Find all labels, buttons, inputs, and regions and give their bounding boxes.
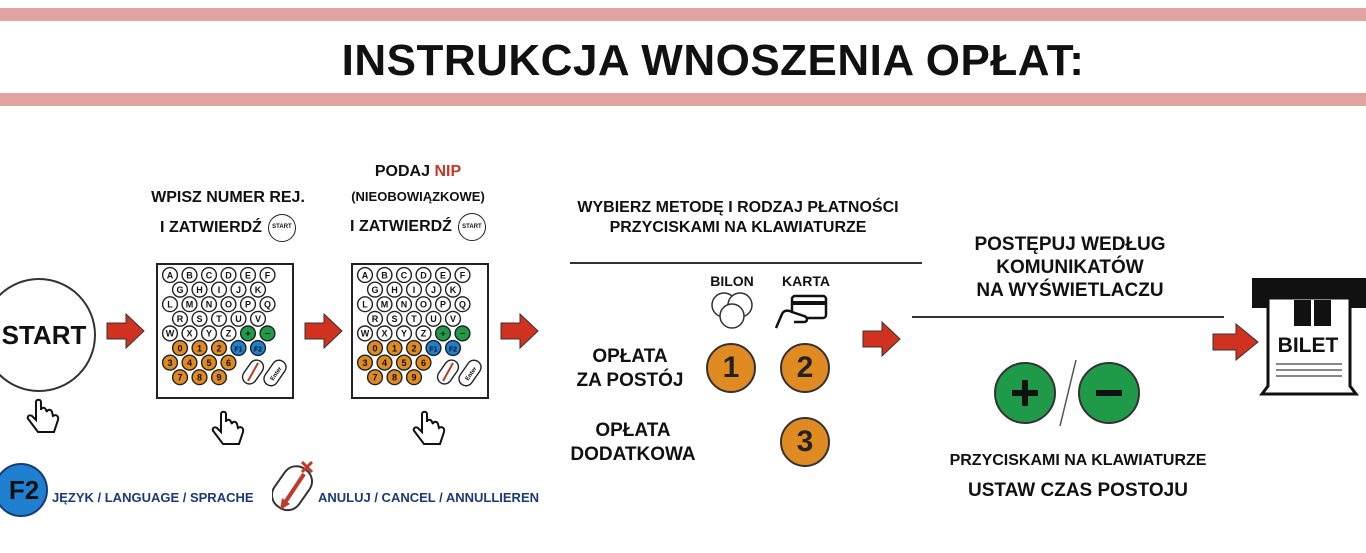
keypad-key-label: W <box>360 328 370 339</box>
keypad-key-label: 8 <box>196 372 203 383</box>
payment-heading-line2: PRZYCISKAMI NA KLAWIATURZE <box>609 219 867 236</box>
time-instruction <box>920 451 1236 503</box>
payment-heading-line1: WYBIERZ METODĘ I RODZAJ PŁATNOŚCI <box>577 199 899 216</box>
keypad-keys <box>158 265 292 397</box>
keypad-key-label: 7 <box>177 372 183 383</box>
keypad-key-label: + <box>440 328 446 339</box>
keypad-key-label: S <box>391 314 398 325</box>
keypad-key-label: Q <box>263 299 272 310</box>
keypad-key-label: A <box>361 270 369 281</box>
keypad-key-label: 5 <box>206 357 212 368</box>
keypad-key-label: K <box>254 284 262 295</box>
keypad-key-label: 2 <box>411 343 417 354</box>
keypad-key-label: Z <box>225 328 232 339</box>
display-instruction <box>920 233 1220 303</box>
keypad-key-label: H <box>391 284 398 295</box>
keypad-key-label: E <box>439 270 447 281</box>
language-text: JĘZYK / LANGUAGE / SPRACHE <box>52 490 254 505</box>
f2-key-icon <box>0 463 48 517</box>
minus-key-icon <box>1078 362 1140 424</box>
slash-divider <box>1058 358 1078 428</box>
step3-line3: I ZATWIERDŹ <box>350 218 452 236</box>
keypad-key-label: X <box>381 328 388 339</box>
keypad-key-label: R <box>176 314 184 325</box>
keypad-key-label: D <box>420 270 427 281</box>
hand-pointer-icon <box>408 410 450 452</box>
step2-line1: WPISZ NUMER REJ. <box>151 189 305 206</box>
nip-highlight: NIP <box>434 163 462 180</box>
display-line1: POSTĘPUJ WEDŁUG <box>974 234 1166 255</box>
keypad-key-label: I <box>217 284 221 295</box>
keypad-key-label: I <box>412 284 416 295</box>
step3-line1-prefix: PODAJ <box>374 163 435 180</box>
keypad-key-label: 7 <box>372 372 378 383</box>
fee-parking-label <box>560 345 700 393</box>
keypad-key-label: + <box>245 328 251 339</box>
keypad-key-label: F <box>264 270 271 281</box>
keypad-key-label: F1 <box>429 346 438 354</box>
payment-heading <box>538 198 938 238</box>
plus-key-icon <box>994 362 1056 424</box>
keypad-key-label: V <box>449 314 457 325</box>
keypad-key-label: W <box>165 328 175 339</box>
keypad-key-label: − <box>459 328 466 339</box>
fee-extra-line1: OPŁATA <box>595 420 671 441</box>
keypad-key-label: 1 <box>391 343 398 354</box>
keypad-key-label: M <box>380 299 389 310</box>
hand-pointer-icon <box>22 398 64 440</box>
page-title: INSTRUKCJA WNOSZENIA OPŁAT: <box>341 36 1085 85</box>
keypad-key-label: G <box>176 284 184 295</box>
keypad-key-label: H <box>196 284 203 295</box>
keypad-key-label: T <box>411 314 417 325</box>
keypad-key-label: 2 <box>216 343 222 354</box>
step3-line2: (NIEOBOWIĄZKOWE) <box>351 189 485 204</box>
keypad-illustration <box>156 263 294 399</box>
keypad-key-label: 4 <box>186 357 193 368</box>
keypad-key-label: D <box>225 270 232 281</box>
coins-icon <box>708 290 758 330</box>
keypad-illustration <box>351 263 489 399</box>
keypad-key-label: L <box>167 299 173 310</box>
hand-pointer-icon <box>207 410 249 452</box>
keypad-key-label: C <box>205 270 213 281</box>
keypad-key-label: 9 <box>411 372 417 383</box>
keypad-key-label: K <box>449 284 457 295</box>
keypad-keys <box>353 265 487 397</box>
key-3-button: 3 <box>780 417 830 467</box>
arrow-right-icon <box>106 313 146 349</box>
keypad-key-label: O <box>224 299 233 310</box>
f2-label: F2 <box>8 474 40 505</box>
keypad-key-label: U <box>235 314 242 325</box>
keypad-key-label: U <box>430 314 437 325</box>
keypad-key-label: S <box>196 314 203 325</box>
keypad-key-label: F2 <box>448 346 458 354</box>
keypad-key-label: B <box>186 270 193 281</box>
time-line2: USTAW CZAS POSTOJU <box>968 480 1188 501</box>
fee-extra-line2: DODATKOWA <box>570 443 696 465</box>
keypad-key-label: Y <box>205 328 213 339</box>
keypad-key-label: O <box>419 299 428 310</box>
divider <box>570 262 922 264</box>
keypad-key-label: C <box>400 270 408 281</box>
keypad-enter-label: Enter <box>464 366 479 383</box>
card-label: KARTA <box>782 273 830 289</box>
keypad-key-label: 4 <box>381 357 388 368</box>
fee-extra-label <box>558 419 708 467</box>
coin-label: BILON <box>710 273 754 289</box>
start-button-illustration <box>0 278 96 392</box>
step3-line1 <box>318 162 518 182</box>
keypad-key-label: F1 <box>234 346 243 354</box>
keypad-key-label: 3 <box>167 357 173 368</box>
keypad-key-label: 8 <box>391 372 398 383</box>
arrow-right-icon <box>304 313 344 349</box>
divider <box>912 316 1224 318</box>
arrow-right-icon <box>500 313 540 349</box>
keypad-key-label: P <box>439 299 447 310</box>
cancel-text: ANULUJ / CANCEL / ANNULLIEREN <box>318 490 540 505</box>
keypad-key-label: N <box>205 299 213 310</box>
fee-parking-line2: ZA POSTÓJ <box>576 369 684 391</box>
keypad-key-label: Q <box>458 299 467 310</box>
keypad-key-label: − <box>264 328 271 339</box>
keypad-key-label: P <box>244 299 252 310</box>
keypad-key-label: Z <box>420 328 427 339</box>
key-1-button: 1 <box>706 343 756 393</box>
cancel-key-icon <box>272 458 322 516</box>
keypad-key-label: B <box>381 270 388 281</box>
keypad-key-label: A <box>166 270 174 281</box>
start-badge-icon: START <box>268 214 296 242</box>
keypad-key-label: Y <box>400 328 408 339</box>
keypad-key-label: E <box>244 270 252 281</box>
keypad-key-label: 1 <box>196 343 203 354</box>
keypad-key-label: M <box>185 299 194 310</box>
keypad-key-label: J <box>430 284 437 295</box>
step2-line2: I ZATWIERDŹ <box>160 219 262 236</box>
keypad-key-label: 9 <box>216 372 222 383</box>
keypad-key-label: 3 <box>362 357 368 368</box>
keypad-key-label: L <box>362 299 368 310</box>
keypad-key-label: V <box>254 314 262 325</box>
time-line1: PRZYCISKAMI NA KLAWIATURZE <box>949 452 1207 469</box>
key-2-button: 2 <box>780 343 830 393</box>
keypad-enter-label: Enter <box>269 366 284 383</box>
start-label: START <box>1 319 87 350</box>
display-line2: KOMUNIKATÓW <box>996 257 1144 279</box>
keypad-key-label: G <box>371 284 379 295</box>
keypad-key-label: 0 <box>372 343 378 354</box>
keypad-key-label: N <box>400 299 408 310</box>
keypad-key-label: T <box>216 314 222 325</box>
keypad-key-label: 5 <box>401 357 407 368</box>
keypad-key-label: 6 <box>420 357 427 368</box>
fee-parking-line1: OPŁATA <box>592 346 668 367</box>
start-badge-icon: START <box>458 213 486 241</box>
top-band <box>0 8 1366 21</box>
keypad-key-label: 6 <box>225 357 232 368</box>
keypad-key-label: R <box>371 314 379 325</box>
ticket-label: BILET <box>1277 334 1339 357</box>
keypad-key-label: J <box>235 284 242 295</box>
card-payment-icon <box>774 292 830 332</box>
keypad-key-label: F <box>459 270 466 281</box>
keypad-key-label: F2 <box>253 346 263 354</box>
arrow-right-icon <box>862 321 902 357</box>
display-line3: NA WYŚWIETLACZU <box>976 280 1164 302</box>
step2-label <box>128 188 328 242</box>
bottom-band <box>0 93 1366 106</box>
keypad-key-label: 0 <box>177 343 183 354</box>
keypad-key-label: X <box>186 328 193 339</box>
step3-label <box>318 162 518 241</box>
